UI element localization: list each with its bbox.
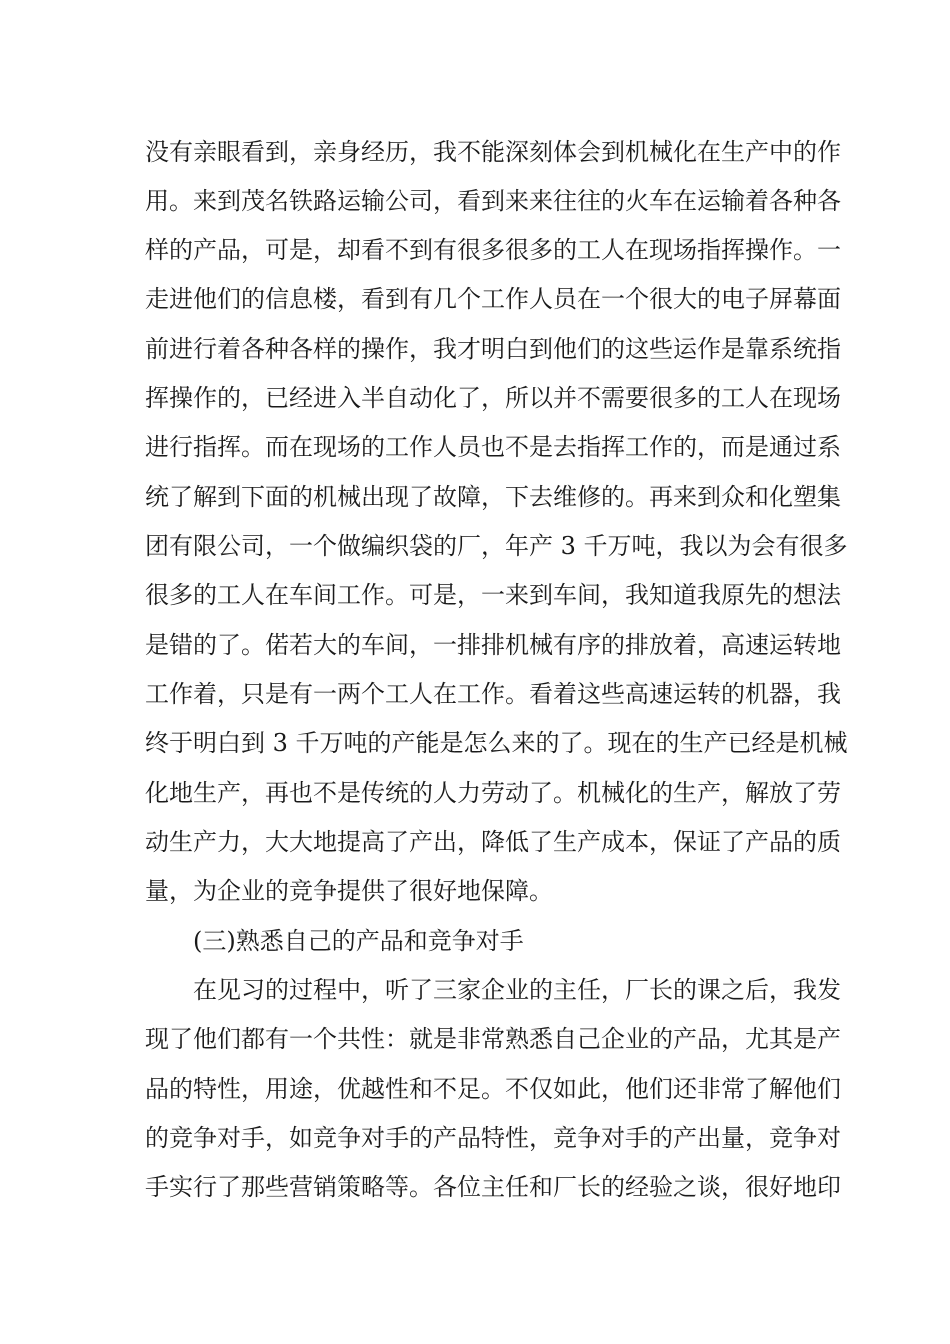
paragraph-line: 很多的工人在车间工作。可是，一来到车间，我知道我原先的想法 <box>145 581 841 609</box>
paragraph-line: 没有亲眼看到，亲身经历，我不能深刻体会到机械化在生产中的作 <box>145 138 841 166</box>
paragraph-line: 动生产力，大大地提高了产出，降低了生产成本，保证了产品的质 <box>145 828 841 856</box>
paragraph-line: 手实行了那些营销策略等。各位主任和厂长的经验之谈，很好地印 <box>145 1173 841 1201</box>
paragraph-line: 进行指挥。而在现场的工作人员也不是去指挥工作的，而是通过系 <box>145 433 841 461</box>
paragraph-line: 终于明白到 3 千万吨的产能是怎么来的了。现在的生产已经是机械 <box>145 729 848 757</box>
paragraph-line: 工作着，只是有一两个工人在工作。看着这些高速运转的机器，我 <box>145 680 841 708</box>
paragraph-line: 走进他们的信息楼，看到有几个工作人员在一个很大的电子屏幕面 <box>145 285 841 313</box>
paragraph-line: 前进行着各种各样的操作，我才明白到他们的这些运作是靠系统指 <box>145 335 841 363</box>
paragraph-line: 量，为企业的竞争提供了很好地保障。 <box>145 877 553 905</box>
paragraph-line: 是错的了。偌若大的车间，一排排机械有序的排放着，高速运转地 <box>145 631 841 659</box>
paragraph-line: 在见习的过程中，听了三家企业的主任，厂长的课之后，我发 <box>193 976 841 1004</box>
section-heading: (三)熟悉自己的产品和竞争对手 <box>193 927 524 955</box>
paragraph-line: 团有限公司，一个做编织袋的厂，年产 3 千万吨，我以为会有很多 <box>145 532 848 560</box>
paragraph-line: 的竞争对手，如竞争对手的产品特性，竞争对手的产出量，竞争对 <box>145 1124 841 1152</box>
paragraph-line: 挥操作的，已经进入半自动化了，所以并不需要很多的工人在现场 <box>145 384 841 412</box>
paragraph-line: 品的特性，用途，优越性和不足。不仅如此，他们还非常了解他们 <box>145 1075 841 1103</box>
paragraph-line: 用。来到茂名铁路运输公司，看到来来往往的火车在运输着各种各 <box>145 187 841 215</box>
paragraph-line: 统了解到下面的机械出现了故障，下去维修的。再来到众和化塑集 <box>145 483 841 511</box>
paragraph-line: 样的产品，可是，却看不到有很多很多的工人在现场指挥操作。一 <box>145 236 841 264</box>
paragraph-line: 化地生产，再也不是传统的人力劳动了。机械化的生产，解放了劳 <box>145 779 841 807</box>
paragraph-line: 现了他们都有一个共性：就是非常熟悉自己企业的产品，尤其是产 <box>145 1025 841 1053</box>
